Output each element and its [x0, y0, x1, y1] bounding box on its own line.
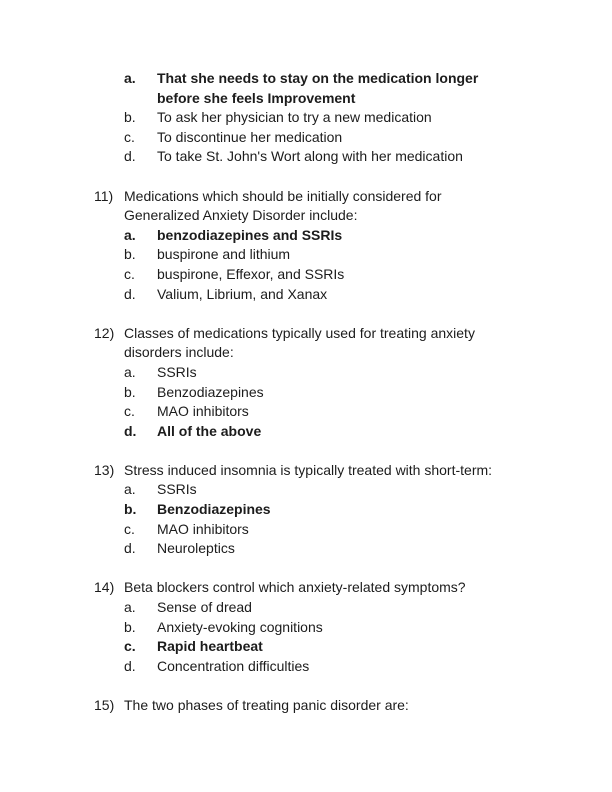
option-letter: c. [124, 403, 135, 420]
option-letter: c. [124, 520, 135, 537]
option-letter: b. [124, 501, 137, 518]
question-text [124, 324, 594, 363]
option-text-line: Rapid heartbeat [157, 638, 263, 655]
option-14b [124, 618, 594, 638]
option-14c [124, 637, 594, 657]
question-15-block [94, 696, 594, 716]
option-text [157, 598, 594, 618]
option-letter: b. [124, 618, 136, 635]
option-text-line: benzodiazepines and SSRIs [157, 226, 343, 243]
option-text-line: To discontinue her medication [157, 128, 343, 145]
question-10-options-block [94, 69, 594, 167]
option-text [157, 618, 594, 638]
question-15 [94, 696, 594, 716]
question-11 [94, 187, 594, 226]
question-number: 15) [94, 697, 115, 713]
option-letter: a. [124, 70, 136, 86]
option-text [157, 657, 594, 677]
question-text-line: disorders include: [124, 344, 234, 361]
question-12-block [94, 324, 594, 442]
option-12a [124, 363, 594, 383]
option-12d [124, 422, 594, 442]
option-letter: d. [124, 285, 136, 302]
option-letter: c. [124, 638, 136, 655]
option-text-line: Anxiety-evoking cognitions [157, 618, 323, 635]
option-11d [124, 285, 594, 305]
option-13d [124, 539, 594, 559]
question-13 [94, 461, 594, 481]
question-text-line: Generalized Anxiety Disorder include: [124, 207, 358, 224]
question-14 [94, 578, 594, 598]
option-text [157, 480, 594, 500]
question-text [124, 696, 594, 716]
option-text [157, 226, 594, 246]
question-number: 11) [94, 187, 114, 204]
option-10d [124, 147, 594, 167]
option-letter: d. [124, 148, 136, 165]
option-text-line: Benzodiazepines [157, 501, 271, 518]
question-number: 14) [94, 579, 115, 596]
option-text [157, 383, 594, 403]
option-letter: d. [124, 540, 136, 557]
question-text [124, 187, 594, 226]
option-text-line: buspirone, Effexor, and SSRIs [157, 265, 345, 282]
option-text-line: MAO inhibitors [157, 403, 249, 420]
question-text-line: Beta blockers control which anxiety-related symptoms? [124, 579, 466, 596]
option-14a [124, 598, 594, 618]
option-12b [124, 383, 594, 403]
question-12 [94, 324, 594, 363]
option-13b [124, 500, 594, 520]
option-14d [124, 657, 594, 677]
option-letter: d. [124, 422, 137, 439]
option-letter: a. [124, 599, 136, 616]
option-text [157, 147, 594, 167]
option-11c [124, 265, 594, 285]
option-text [157, 637, 594, 657]
option-letter: c. [124, 128, 135, 145]
question-text-line: Stress induced insomnia is typically treated with short-term: [124, 461, 493, 478]
question-14-block [94, 578, 594, 676]
option-10b [124, 108, 594, 128]
question-13-block [94, 461, 594, 559]
option-10a [124, 69, 594, 108]
option-text [157, 285, 594, 305]
option-letter: d. [124, 657, 136, 674]
option-text [157, 108, 594, 128]
option-text-line: Valium, Librium, and Xanax [157, 285, 328, 302]
question-text [124, 578, 594, 598]
question-number: 13) [94, 461, 115, 478]
question-text-line: Classes of medications typically used for treating anxiety [124, 324, 475, 341]
option-text [157, 422, 594, 442]
question-number: 12) [94, 324, 115, 341]
option-letter: b. [124, 383, 136, 400]
option-11b [124, 245, 594, 265]
option-letter: a. [124, 363, 136, 380]
option-text [157, 128, 594, 148]
option-text [157, 539, 594, 559]
question-text [124, 461, 594, 481]
option-13c [124, 520, 594, 540]
option-text-line: Benzodiazepines [157, 383, 264, 400]
option-text [157, 520, 594, 540]
option-text-line: Neuroleptics [157, 540, 235, 557]
option-text-line: To ask her physician to try a new medication [157, 109, 432, 126]
option-text-line: SSRIs [157, 481, 197, 498]
option-text-line: Concentration difficulties [157, 657, 310, 674]
question-text-line: Medications which should be initially considered for [124, 187, 442, 204]
option-text-line: To take St. John's Wort along with her medication [157, 148, 463, 165]
option-text [157, 245, 594, 265]
question-11-block [94, 187, 594, 305]
option-letter: b. [124, 246, 136, 263]
option-text-line: All of the above [157, 422, 262, 439]
question-text-line: The two phases of treating panic disorder are: [124, 697, 409, 713]
option-letter: a. [124, 226, 136, 243]
option-12c [124, 402, 594, 422]
option-letter: b. [124, 109, 136, 126]
option-text-line: MAO inhibitors [157, 520, 249, 537]
option-11a [124, 226, 594, 246]
option-text-line: before she feels Improvement [157, 89, 356, 106]
option-text-line: Sense of dread [157, 599, 252, 616]
option-letter: a. [124, 481, 136, 498]
option-text [157, 265, 594, 285]
option-text [157, 69, 594, 108]
option-10c [124, 128, 594, 148]
option-text [157, 500, 594, 520]
option-13a [124, 480, 594, 500]
option-letter: c. [124, 265, 135, 282]
option-text [157, 402, 594, 422]
option-text-line: buspirone and lithium [157, 246, 291, 263]
option-text-line: That she needs to stay on the medication longer [157, 70, 479, 86]
option-text [157, 363, 594, 383]
option-text-line: SSRIs [157, 363, 197, 380]
